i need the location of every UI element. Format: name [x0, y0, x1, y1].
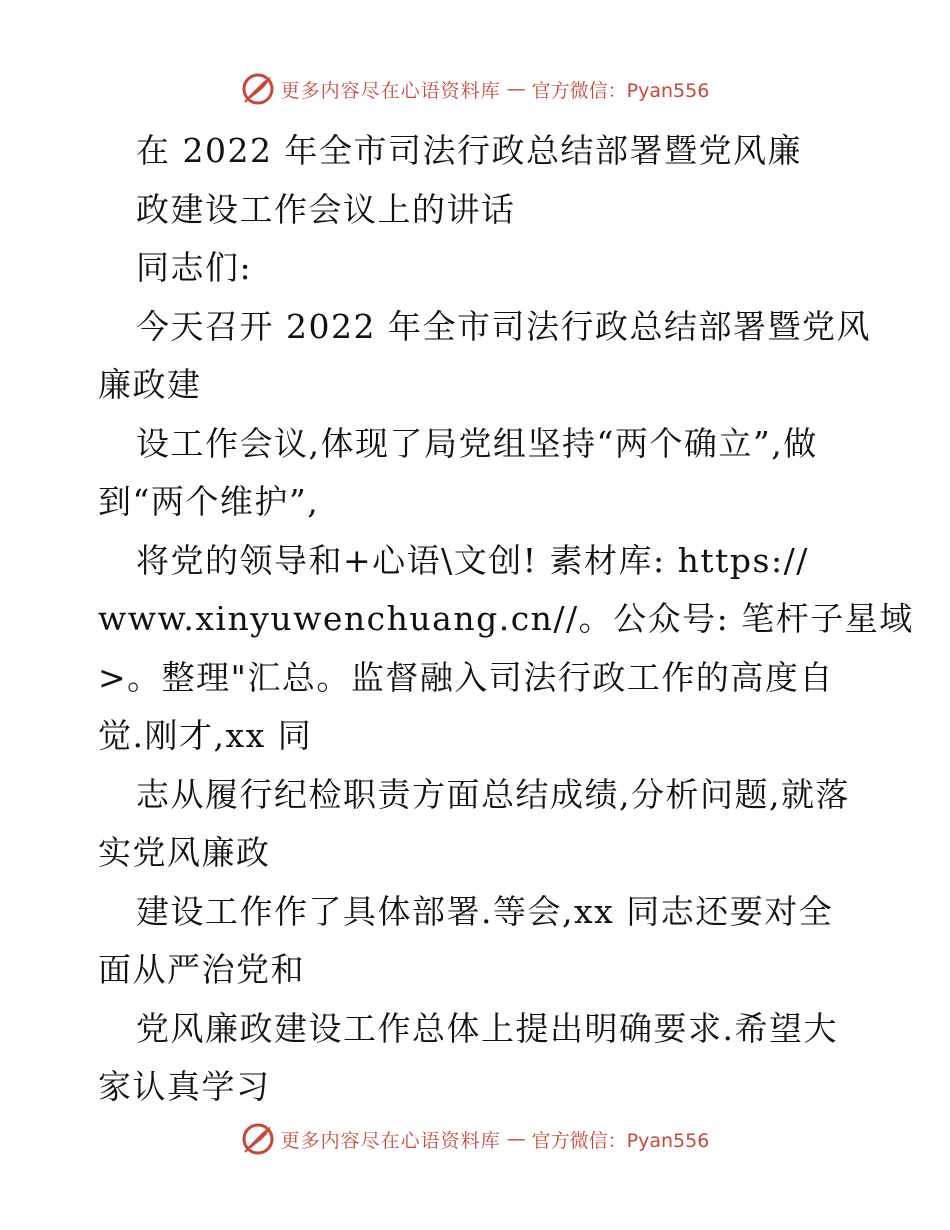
paragraph-line: 将党的领导和+心语\文创! 素材库: https:// — [136, 540, 809, 580]
watermark-site-name: 更多内容尽在心语资料库 — [280, 1129, 501, 1152]
watermark-separator: — — [506, 78, 526, 100]
watermark-contact: 官方微信：Pyan556 — [531, 79, 710, 102]
footer-watermark — [0, 1122, 950, 1156]
paragraph-line: 觉.刚才,xx 同 — [98, 716, 313, 755]
paragraph-line: 党风廉政建设工作总体上提出明确要求.希望大 — [136, 1008, 838, 1048]
paragraph-line: www.xinyuwenchuang.cn//。公众号: 笔杆子星域 — [98, 599, 914, 638]
quill-logo-icon — [241, 72, 275, 106]
paragraph-line: 建设工作作了具体部署.等会,xx 同志还要对全 — [136, 891, 834, 931]
header-watermark — [0, 72, 950, 106]
paragraph-line: 家认真学习 — [98, 1067, 271, 1106]
watermark-site-name: 更多内容尽在心语资料库 — [280, 79, 501, 102]
paragraph-line: >。整理"汇总。监督融入司法行政工作的高度自 — [98, 657, 834, 697]
paragraph-line: 今天召开 2022 年全市司法行政总结部署暨党风 — [136, 306, 871, 346]
paragraph-line: 面从严治党和 — [98, 950, 305, 989]
paragraph-line: 设工作会议,体现了局党组坚持“两个确立”,做 — [136, 423, 818, 463]
paragraph-line: 实党风廉政 — [98, 833, 271, 872]
salutation: 同志们: — [136, 248, 253, 287]
paragraph-line: 志从履行纪检职责方面总结成绩,分析问题,就落 — [136, 774, 850, 814]
title-line-2: 政建设工作会议上的讲话 — [136, 189, 516, 229]
title-line-1: 在 2022 年全市司法行政总结部署暨党风廉 — [136, 131, 802, 170]
watermark-contact: 官方微信：Pyan556 — [531, 1129, 710, 1152]
quill-logo-icon — [241, 1122, 275, 1156]
paragraph-line: 廉政建 — [98, 365, 202, 404]
document-body — [98, 122, 914, 1117]
paragraph-line: 到“两个维护”, — [98, 482, 320, 521]
watermark-separator: — — [506, 1128, 526, 1150]
